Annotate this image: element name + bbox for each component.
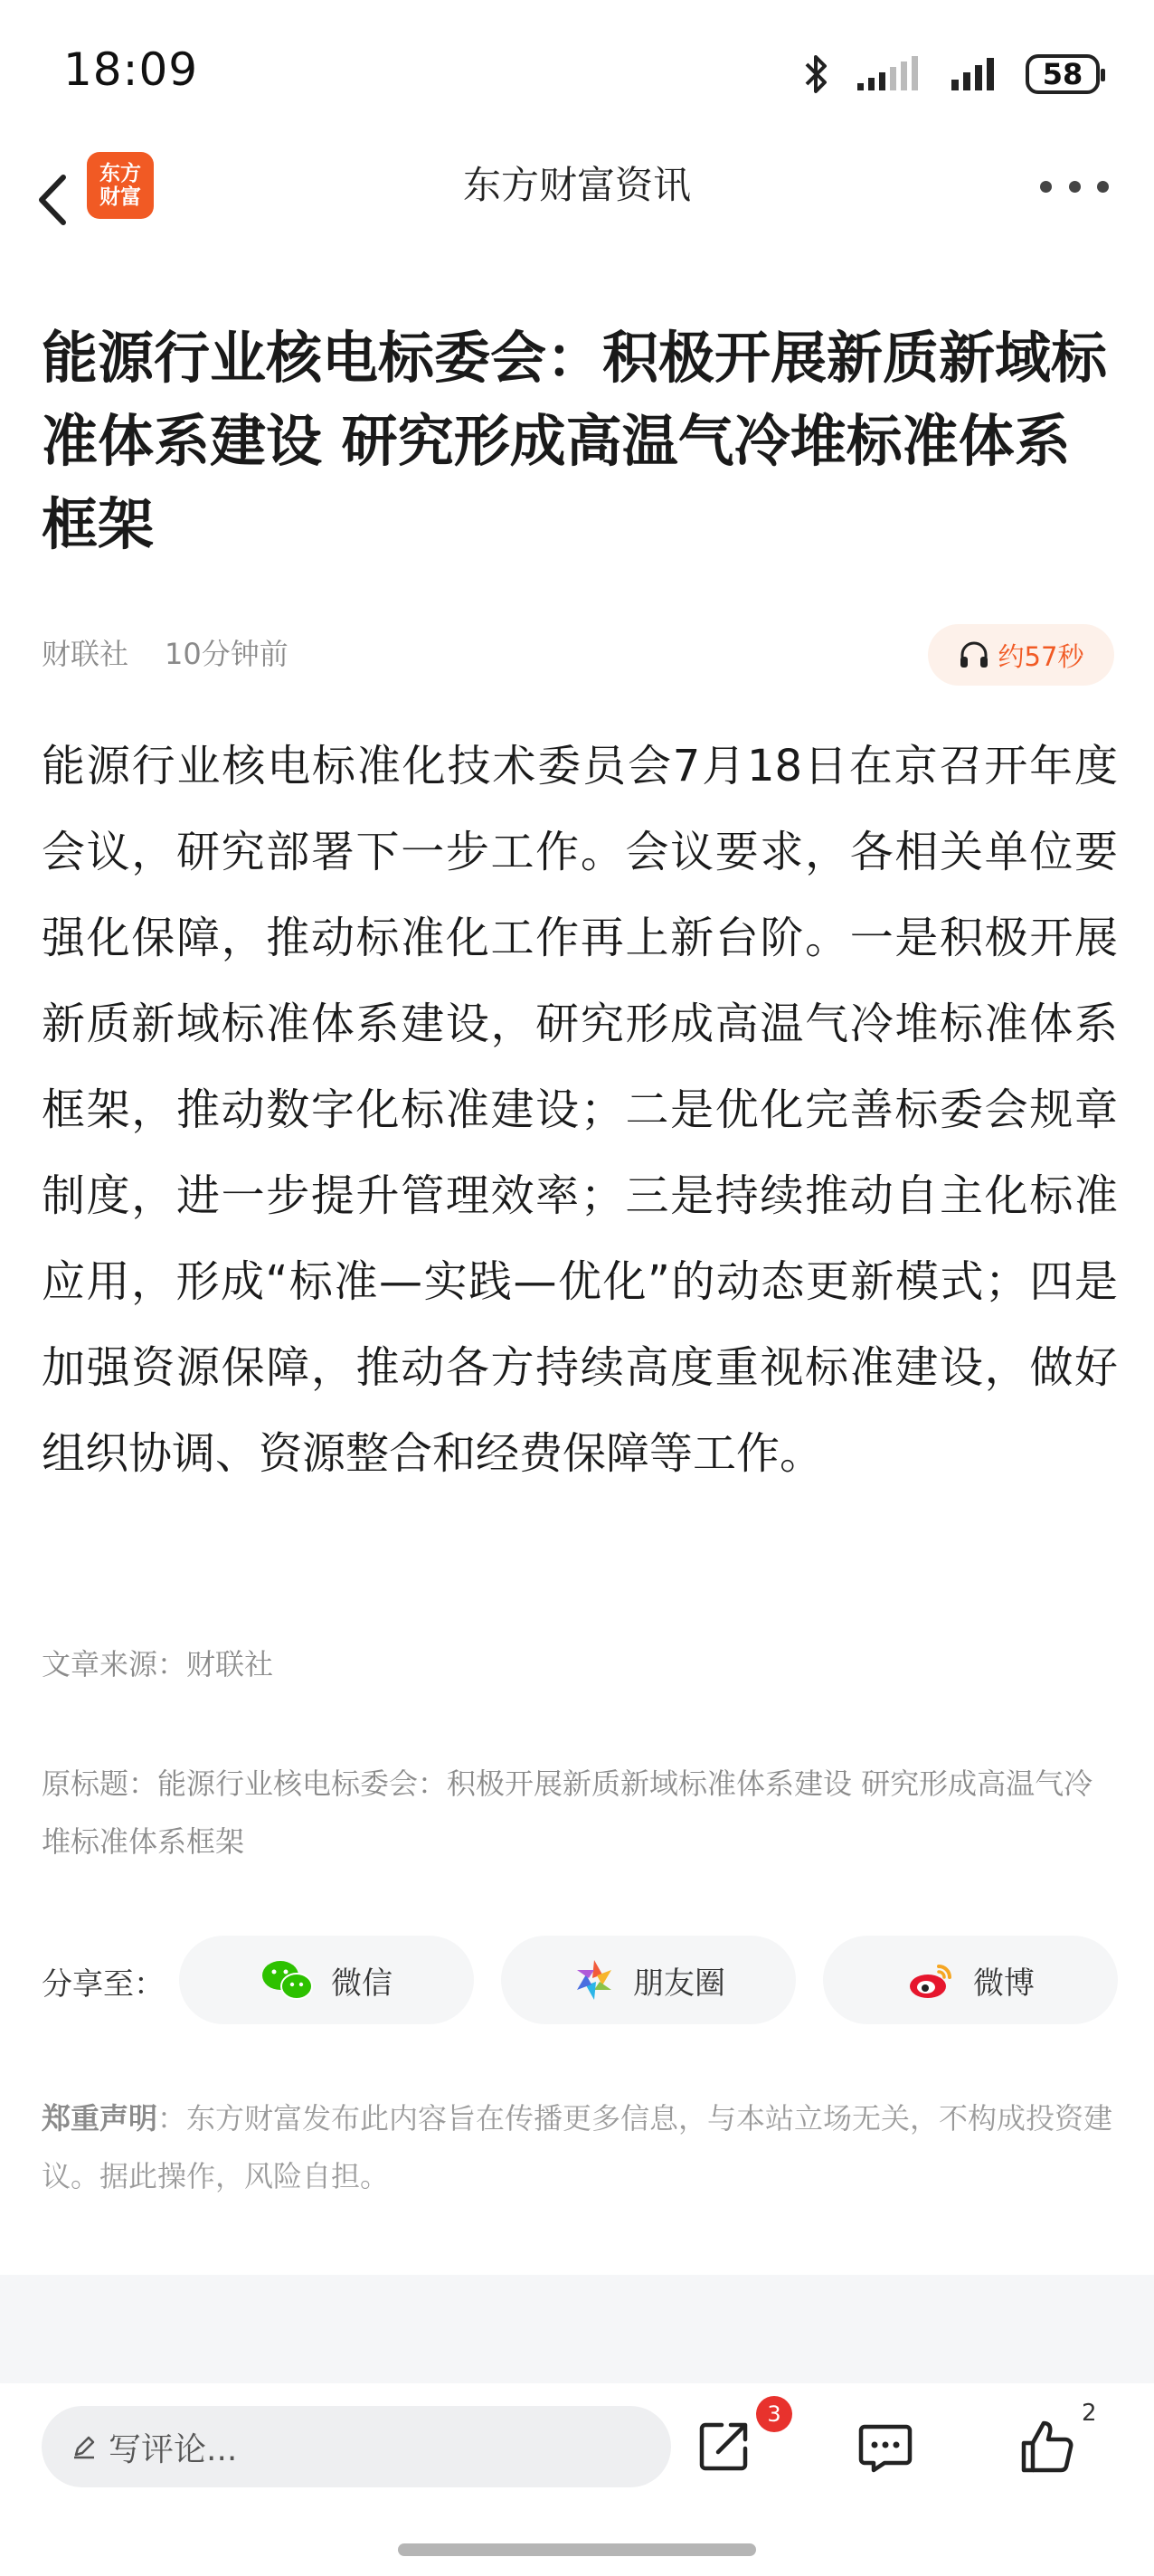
logo-text-line1: 东方 [99,161,141,185]
cellular-signal-icon [950,56,1000,92]
audio-play-button[interactable] [928,624,1114,686]
article-time: 10分钟前 [165,637,288,671]
share-icon[interactable] [696,2418,752,2474]
audio-duration: 约57秒 [998,640,1084,672]
weibo-icon [906,1957,957,2003]
share-count-badge: 3 [756,2396,792,2432]
logo-text-line2: 财富 [99,185,141,209]
share-wechat-button[interactable] [179,1936,474,2024]
article-meta [42,624,1114,678]
like-count: 2 [1082,2400,1097,2427]
article-body: 能源行业核电标准化技术委员会7月18日在京召开年度会议，研究部署下一步工作。会议要求，各相关单位要强化保障，推动标准化工作再上新台阶。一是积极开展新质新域标准体系建设，研究形成高温气冷堆标准体系框架，推动数字化标准建设；二是优化完善标委会规章制度，进一步提升管理效率；三是持续推动自主化标准应用，形成“标准—实践—优化”的动态更新模式；四是加强资源保障，推动各方持续高度重视标准建设，做好组织协调、资源整合和经费保障等工作。 [42,741,1118,1479]
share-weibo-button[interactable] [823,1936,1118,2024]
like-thumbs-up-icon[interactable] [1018,2418,1076,2476]
article-source[interactable]: 财联社 [42,637,129,671]
status-icons [803,47,1100,101]
home-indicator[interactable] [398,2543,756,2556]
share-moments-label: 朋友圈 [633,1965,725,2002]
bluetooth-icon [803,53,830,95]
pencil-icon [71,2433,98,2460]
disclaimer-text: ：东方财富发布此内容旨在传播更多信息，与本站立场无关，不构成投资建议。据此操作，风险自担。 [42,2101,1113,2193]
share-moments-button[interactable] [501,1936,796,2024]
disclaimer-label: 郑重声明 [42,2101,158,2136]
headphones-icon [959,640,989,669]
more-options-icon[interactable] [1040,177,1109,195]
comment-input[interactable] [42,2406,671,2487]
comment-placeholder: 写评论... [109,2430,238,2468]
disclaimer [42,2089,1118,2205]
article-title: 能源行业核电标委会：积极开展新质新域标准体系建设 研究形成高温气冷堆标准体系框架 [42,325,1108,557]
status-bar [0,0,1154,145]
share-label: 分享至： [42,1966,165,2003]
section-divider [0,2275,1154,2383]
status-time: 18:09 [63,43,199,96]
comment-icon[interactable] [857,2421,913,2474]
battery-icon: 58 [1026,54,1100,94]
moments-icon [572,1957,617,2003]
share-row [42,1936,1118,2026]
article-source-line: 文章来源：财联社 [42,1647,274,1681]
nav-title: 东方财富资讯 [462,163,691,207]
share-weibo-label: 微博 [973,1965,1035,2002]
original-title: 原标题：能源行业核电标委会：积极开展新质新域标准体系建设 研究形成高温气冷堆标准体系框架 [42,1766,1093,1859]
share-wechat-label: 微信 [331,1965,393,2002]
cellular-signal-weak-icon [856,56,924,92]
wechat-icon [260,1957,315,2003]
